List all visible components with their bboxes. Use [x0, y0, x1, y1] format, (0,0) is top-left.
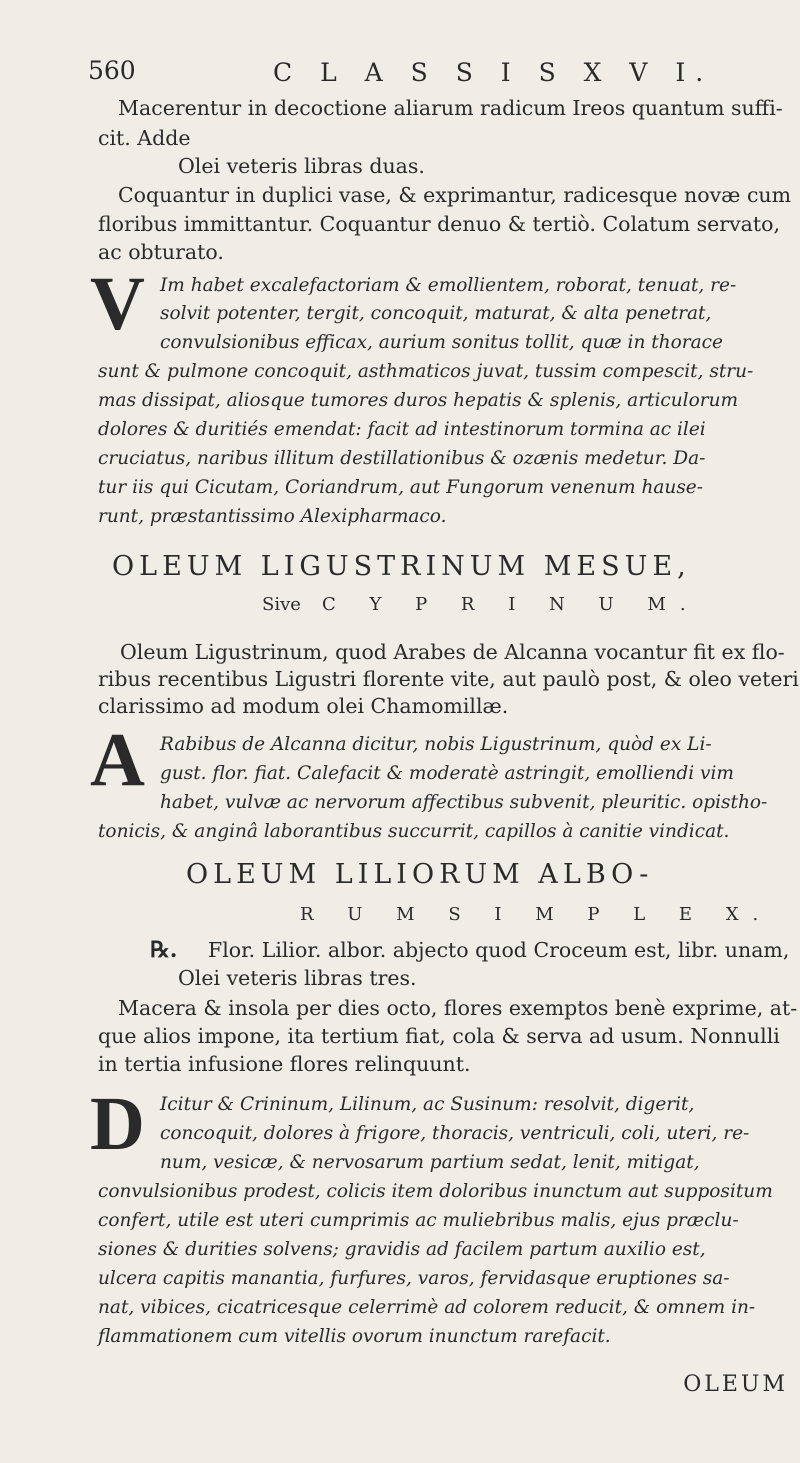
section-title-continued: R U M S I M P L E X.: [300, 904, 773, 925]
section-title: OLEUM LILIORUM ALBO-: [186, 859, 654, 890]
italic-line: convulsionibus efficax, aurium sonitus tollit, quæ in thorace: [160, 332, 723, 353]
italic-line: confert, utile est uteri cumprimis ac muliebribus malis, ejus præclu-: [98, 1210, 739, 1231]
italic-line: cruciatus, naribus illitum destillationibus & ozænis medetur. Da-: [98, 448, 706, 469]
text-line: ac obturato.: [98, 240, 224, 264]
text-line: ribus recentibus Ligustri florente vite, aut paulò post, & oleo veteri: [98, 667, 799, 691]
italic-line: siones & durities solvens; gravidis ad facilem partum auxilio est,: [98, 1239, 706, 1260]
italic-line: runt, præstantissimo Alexipharmaco.: [98, 506, 447, 527]
italic-line: flammationem cum vitellis ovorum inunctum rarefacit.: [98, 1326, 611, 1347]
text-line: Macera & insola per dies octo, flores exemptos benè exprime, at-: [118, 996, 798, 1020]
italic-line: Icitur & Crininum, Lilinum, ac Susinum: resolvit, digerit,: [160, 1094, 695, 1115]
recipe-symbol: ℞.: [150, 937, 178, 963]
italic-line: nat, vibices, cicatricesque celerrimè ad colorem reducit, & omnem in-: [98, 1297, 756, 1318]
italic-line: solvit potenter, tergit, concoquit, maturat, & alta penetrat,: [160, 303, 712, 324]
italic-line: ulcera capitis manantia, furfures, varos, fervidasque eruptiones sa-: [98, 1268, 730, 1289]
italic-line: concoquit, dolores à frigore, thoracis, ventriculi, coli, uteri, re-: [160, 1123, 750, 1144]
text-line: floribus immittantur. Coquantur denuo & tertiò. Colatum servato,: [98, 212, 780, 236]
drop-cap: V: [90, 262, 145, 346]
text-line: Coquantur in duplici vase, & exprimantur, radicesque novæ cum: [118, 183, 792, 207]
catchword: OLEUM: [683, 1372, 788, 1397]
text-line: Olei veteris libras tres.: [178, 966, 417, 990]
drop-cap: D: [90, 1082, 145, 1166]
text-line: cit. Adde: [98, 126, 191, 150]
italic-line: dolores & duritiés emendat: facit ad intestinorum tormina ac ilei: [98, 419, 706, 440]
italic-line: mas dissipat, aliosque tumores duros hepatis & splenis, articulorum: [98, 390, 739, 411]
section-title: OLEUM LIGUSTRINUM MESUE,: [112, 551, 691, 582]
text-line: Flor. Lilior. albor. abjecto quod Croceum est, libr. unam,: [208, 938, 790, 962]
italic-line: tonicis, & anginâ laborantibus succurrit, capillos à canitie vindicat.: [98, 821, 730, 842]
text-line: Macerentur in decoctione aliarum radicum Ireos quantum suffi-: [118, 96, 783, 120]
text-line: Oleum Ligustrinum, quod Arabes de Alcanna vocantur fit ex flo-: [120, 640, 785, 664]
italic-line: Rabibus de Alcanna dicitur, nobis Ligustrinum, quòd ex Li-: [160, 734, 712, 755]
text-line: in tertia infusione flores relinquunt.: [98, 1052, 471, 1076]
drop-cap: A: [90, 718, 145, 802]
italic-line: tur iis qui Cicutam, Coriandrum, aut Fungorum venenum hause-: [98, 477, 704, 498]
subtitle-prefix: Sive: [262, 594, 301, 615]
section-subtitle: C Y P R I N U M.: [322, 594, 700, 615]
page-header: [88, 52, 770, 92]
italic-line: convulsionibus prodest, colicis item doloribus inunctum aut suppositum: [98, 1181, 773, 1202]
page-number: 560: [88, 56, 136, 85]
italic-line: gust. flor. fiat. Calefacit & moderatè astringit, emolliendi vim: [160, 763, 734, 784]
italic-line: habet, vulvæ ac nervorum affectibus subvenit, pleuritic. opisthо-: [160, 792, 768, 813]
italic-line: sunt & pulmone concoquit, asthmaticos juvat, tussim compescit, stru-: [98, 361, 754, 382]
running-head: C L A S S I S X V I.: [273, 58, 714, 87]
text-line: Olei veteris libras duas.: [178, 154, 425, 178]
italic-line: Im habet excalefactoriam & emollientem, roborat, tenuat, re-: [160, 275, 737, 296]
italic-line: num, vesicæ, & nervosarum partium sedat, lenit, mitigat,: [160, 1152, 700, 1173]
text-line: que alios impone, ita tertium fiat, cola & serva ad usum. Nonnulli: [98, 1024, 780, 1048]
text-line: clarissimo ad modum olei Chamomillæ.: [98, 694, 509, 718]
